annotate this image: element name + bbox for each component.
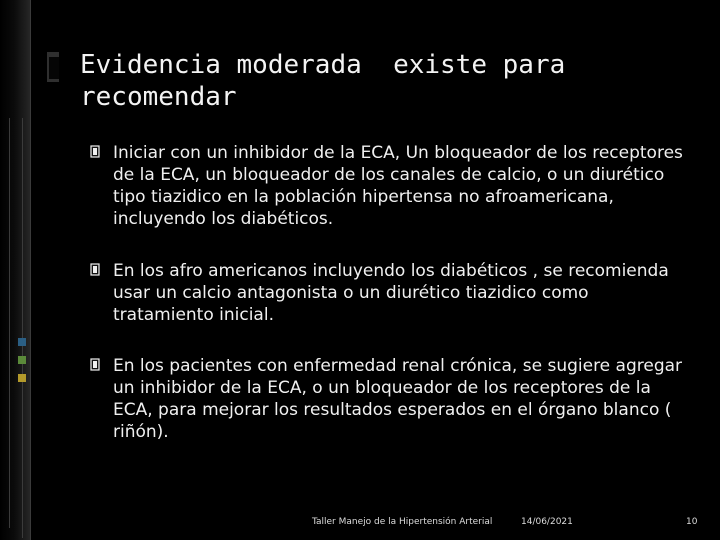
square-bullet-icon [90, 263, 101, 276]
divider-line [9, 118, 10, 528]
accent-block-inner [49, 57, 59, 79]
accent-square-yellow [18, 374, 26, 382]
accent-square-blue [18, 338, 26, 346]
bullet-text: Iniciar con un inhibidor de la ECA, Un bloqueador de los receptores de la ECA, un bloqueador de los canales de calcio, o un diurético tipo tiazidico en la población hipertensa no afroamericana, incluyendo los diabéticos. [113, 143, 683, 229]
accent-square-green [18, 356, 26, 364]
footer-title: Taller Manejo de la Hipertensión Arterial [312, 517, 493, 527]
bullet-list [90, 142, 690, 443]
square-bullet-icon [90, 145, 101, 158]
bullet-text: En los afro americanos incluyendo los diabéticos , se recomienda usar un calcio antagonista o un diurético tiazidico como tratamiento inicial. [113, 261, 669, 325]
slide-title: Evidencia moderada existe para recomendar [80, 50, 566, 112]
left-decorative-band [0, 0, 32, 540]
slide-number: 10 [686, 517, 698, 527]
bullet-item [90, 260, 690, 326]
bullet-item [90, 142, 690, 230]
footer-date: 14/06/2021 [521, 517, 573, 527]
square-bullet-icon [90, 358, 101, 371]
bullet-text: En los pacientes con enfermedad renal crónica, se sugiere agregar un inhibidor de la ECA, o un bloqueador de los receptores de la ECA, para mejorar los resultados esperados en el órgano blanco ( riñón). [113, 356, 683, 442]
divider-line [22, 118, 23, 538]
bullet-item [90, 355, 690, 443]
